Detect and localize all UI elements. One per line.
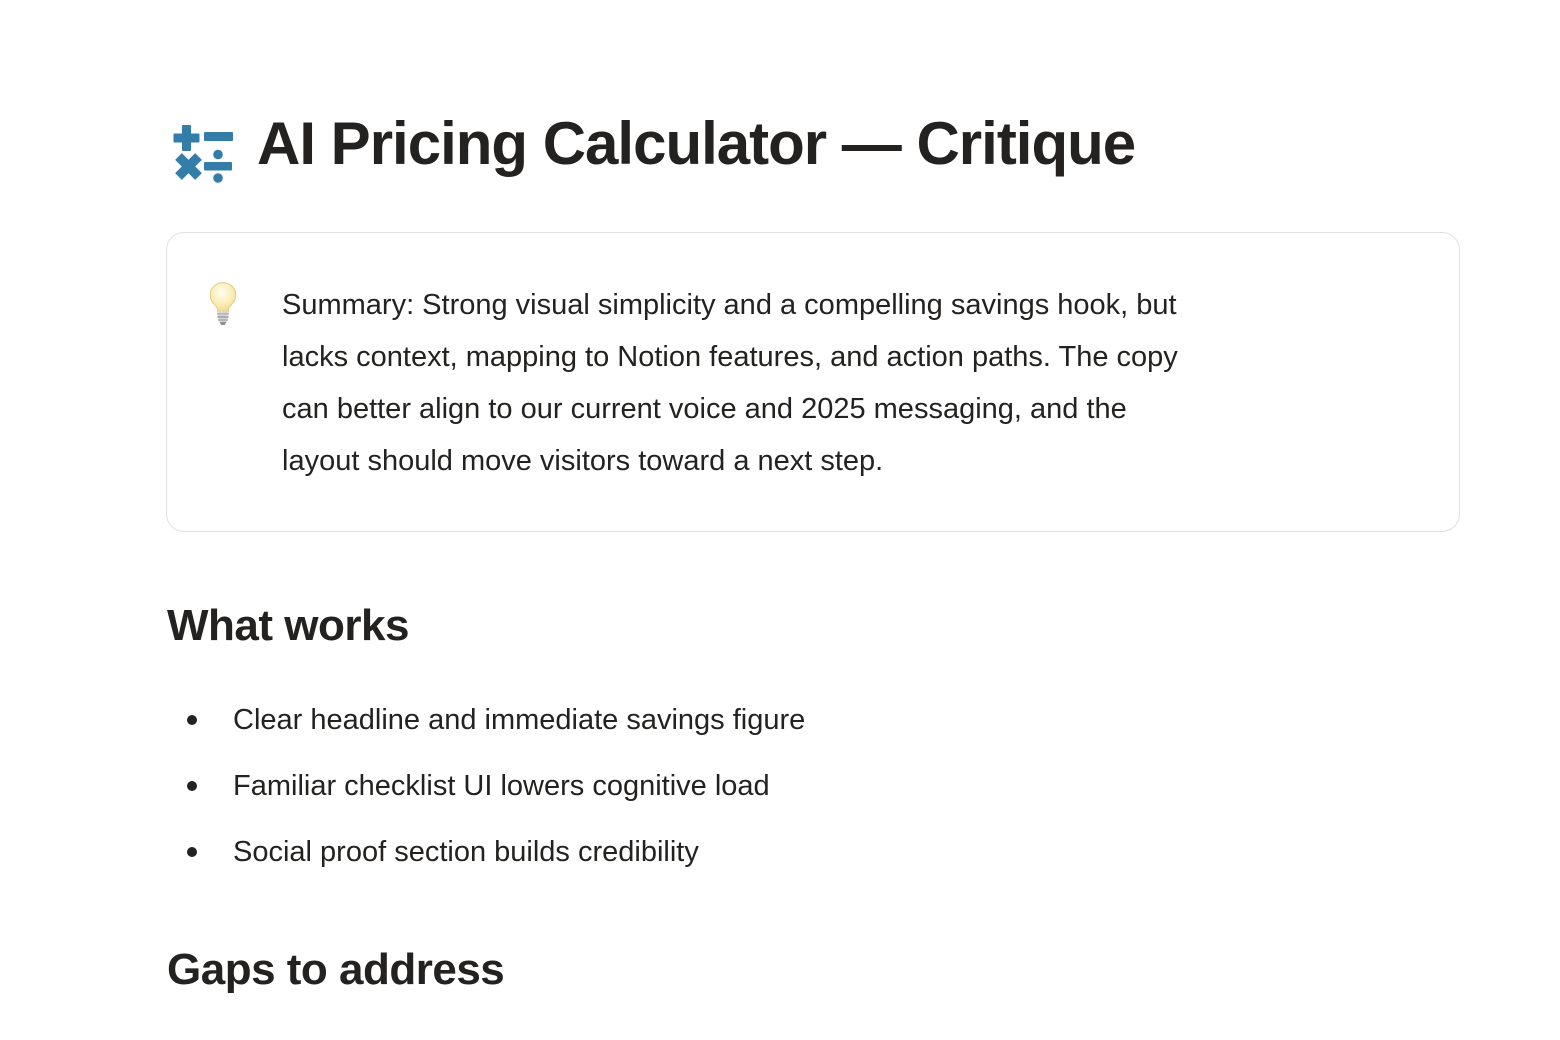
summary-callout: [166, 232, 1460, 532]
summary-line: Summary: Strong visual simplicity and a compelling savings hook, but: [282, 289, 1177, 321]
bullet-marker: [187, 781, 197, 791]
summary-line: layout should move visitors toward a next step.: [282, 445, 884, 477]
bullet-marker: [187, 715, 197, 725]
list-item: [167, 687, 805, 753]
summary-text: [282, 279, 1178, 487]
bullet-marker: [187, 847, 197, 857]
list-item-text: Social proof section builds credibility: [233, 835, 699, 868]
heading-what-works: What works: [167, 601, 409, 650]
list-item: [167, 753, 805, 819]
heading-gaps-to-address: Gaps to address: [167, 945, 505, 994]
page-title-row: [173, 111, 1135, 183]
list-item: [167, 819, 805, 885]
list-item-text: Familiar checklist UI lowers cognitive load: [233, 769, 770, 802]
page-title: AI Pricing Calculator — Critique: [257, 110, 1136, 177]
light-bulb-icon: [206, 281, 248, 327]
math-symbols-icon[interactable]: [173, 125, 233, 183]
summary-line: lacks context, mapping to Notion features, and action paths. The copy: [282, 341, 1178, 373]
list-item-text: Clear headline and immediate savings figure: [233, 703, 806, 736]
summary-line: can better align to our current voice and 2025 messaging, and the: [282, 393, 1127, 425]
what-works-list: [167, 687, 805, 885]
